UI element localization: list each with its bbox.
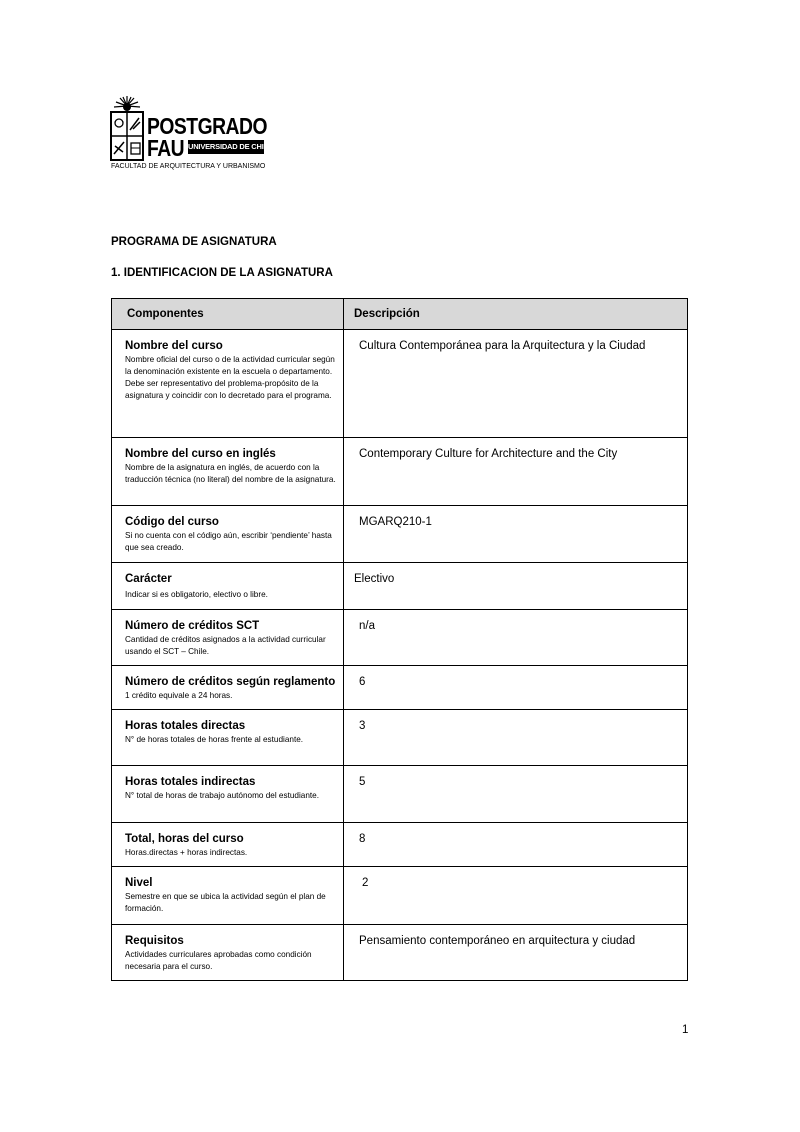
table-row: [112, 330, 688, 438]
row-label: Horas totales indirectas: [125, 776, 256, 788]
row-value-cell: [344, 506, 688, 563]
row-label: Horas totales directas: [125, 720, 246, 732]
row-description: Semestre en que se ubica la actividad según el plan de formación.: [125, 892, 326, 913]
row-label: Requisitos: [125, 935, 184, 947]
row-label-cell: [112, 563, 344, 610]
row-label-cell: [112, 330, 344, 438]
row-label-cell: [112, 710, 344, 766]
row-value: Pensamiento contemporáneo en arquitectura y ciudad: [359, 935, 636, 947]
row-value-cell: [344, 925, 688, 981]
row-description: Nombre de la asignatura en inglés, de acuerdo con la traducción técnica (no literal) del nombre de la asignatura.: [125, 463, 336, 484]
table-row: [112, 925, 688, 981]
row-value-cell: [344, 438, 688, 506]
row-label-cell: [112, 438, 344, 506]
row-label: Número de créditos SCT: [125, 620, 260, 632]
table-row: [112, 610, 688, 666]
row-label: Nombre del curso en inglés: [125, 448, 276, 460]
document-title: PROGRAMA DE ASIGNATURA: [111, 236, 277, 248]
logo-wordmark: POSTGRADO: [147, 113, 267, 139]
table-row: [112, 438, 688, 506]
row-value-cell: [344, 330, 688, 438]
row-label-cell: [112, 867, 344, 925]
row-label-cell: [112, 766, 344, 823]
row-label: Código del curso: [125, 516, 219, 528]
row-value: MGARQ210-1: [359, 516, 432, 528]
row-label: Carácter: [125, 573, 172, 585]
table-row: [112, 506, 688, 563]
row-description: N° total de horas de trabajo autónomo del estudiante.: [125, 791, 319, 800]
row-value: Cultura Contemporánea para la Arquitectura y la Ciudad: [359, 340, 646, 352]
row-description: Si no cuenta con el código aún, escribir ‘pendiente’ hasta que sea creado.: [125, 531, 332, 552]
page-number: 1: [682, 1024, 689, 1036]
row-description: Actividades curriculares aprobadas como condición necesaria para el curso.: [125, 950, 312, 971]
table-row: [112, 823, 688, 867]
column-header-description: Descripción: [344, 299, 688, 330]
table-header-row: [112, 299, 688, 330]
table-row: [112, 710, 688, 766]
row-value: 2: [362, 877, 369, 889]
row-label-cell: [112, 610, 344, 666]
row-label: Nivel: [125, 877, 153, 889]
logo-fau: FAU: [147, 135, 185, 161]
row-value: Contemporary Culture for Architecture and the City: [359, 448, 618, 460]
logo-faculty-label: FACULTAD DE ARQUITECTURA Y URBANISMO: [111, 163, 266, 170]
row-label-cell: [112, 823, 344, 867]
row-value-cell: [344, 666, 688, 710]
postgrado-fau-logo: [110, 96, 300, 176]
row-label: Número de créditos según reglamento: [125, 676, 336, 688]
table-row: [112, 766, 688, 823]
row-label: Nombre del curso: [125, 340, 223, 352]
row-value: n/a: [359, 620, 375, 632]
row-value-cell: [344, 710, 688, 766]
row-label-cell: [112, 666, 344, 710]
row-value-cell: [344, 823, 688, 867]
section-title: 1. IDENTIFICACION DE LA ASIGNATURA: [111, 267, 333, 279]
row-description: N° de horas totales de horas frente al estudiante.: [125, 735, 304, 744]
university-emblem-icon: [110, 96, 144, 162]
row-label: Total, horas del curso: [125, 833, 244, 845]
row-value: 6: [359, 676, 366, 688]
row-value-cell: [344, 867, 688, 925]
row-description: Cantidad de créditos asignados a la actividad curricular usando el SCT – Chile.: [125, 635, 326, 656]
row-value: Electivo: [354, 573, 395, 585]
table-row: [112, 563, 688, 610]
row-label-cell: [112, 506, 344, 563]
row-label-cell: [112, 925, 344, 981]
row-value: 3: [359, 720, 366, 732]
row-value-cell: [344, 766, 688, 823]
course-info-table: [111, 298, 688, 981]
row-description: 1 crédito equivale a 24 horas.: [125, 691, 233, 700]
row-value: 8: [359, 833, 366, 845]
row-description: Nombre oficial del curso o de la actividad curricular según la denominación existente en la escuela o departamento. Debe ser representativo del problema-propósito de la asignatura y coincidir con lo decretado para el programa.: [125, 355, 335, 400]
row-value: 5: [359, 776, 366, 788]
row-description: Indicar si es obligatorio, electivo o libre.: [125, 590, 268, 599]
row-value-cell: [344, 563, 688, 610]
row-description: Horas.directas + horas indirectas.: [125, 848, 248, 857]
table-row: [112, 666, 688, 710]
logo-university-label: UNIVERSIDAD DE CHILE: [188, 140, 264, 154]
row-value-cell: [344, 610, 688, 666]
table-row: [112, 867, 688, 925]
column-header-components: Componentes: [112, 299, 344, 330]
